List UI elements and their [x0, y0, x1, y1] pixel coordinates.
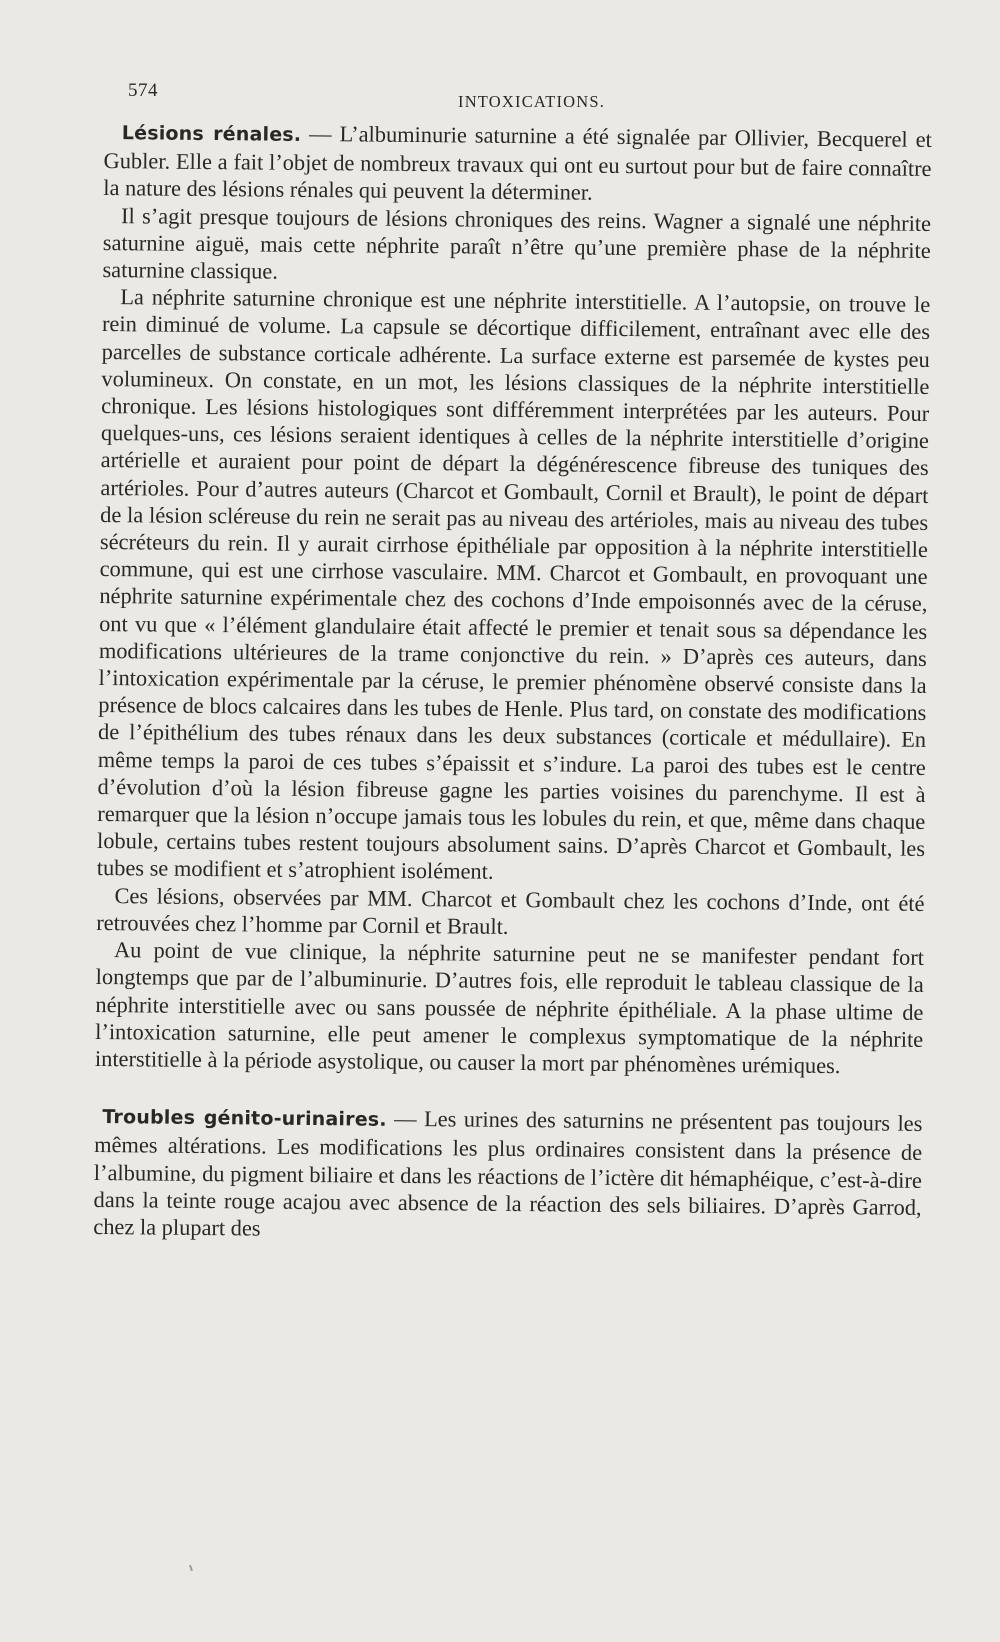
page-body	[93, 118, 932, 1248]
paragraph: La néphrite saturnine chronique est une néphrite interstitielle. A l’autopsie, on trouve le rein diminué de volume. La capsule se décortique difficilement, entraînant avec elle des parcelles de substance corticale adhérente. La surface externe est parsemée de kystes peu volumineux. On constate, en un mot, les lésions classiques de la néphrite interstitielle chronique. Les lésions histologiques sont différemment interprétées par les auteurs. Pour quelques-uns, ces lésions seraient identiques à celles de la néphrite interstitielle d’origine artérielle et auraient pour point de départ la dégénérescence fibreuse des tuniques des artérioles. Pour d’autres auteurs (Charcot et Gombault, Cornil et Brault), le point de départ de la lésion scléreuse du rein ne serait pas au niveau des artérioles, mais au niveau des tubes sécréteurs du rein. Il y aurait cirrhose épithéliale par opposition à la néphrite interstitielle commune, qui est une cirrhose vasculaire. MM. Charcot et Gombault, en provoquant une néphrite saturnine expérimentale chez des cochons d’Inde empoisonnés avec de la céruse, ont vu que « l’élément glandulaire était affecté le premier et tenait sous sa dépendance les modifications ultérieures de la trame conjonctive du rein. » D’après ces auteurs, dans l’intoxication expérimentale par la céruse, le premier phénomène observé consiste dans la présence de blocs calcaires dans les tubes de Henle. Plus tard, on constate des modifications de l’épithélium des tubes rénaux dans les deux substances (corticale et médullaire). En même temps la paroi de ces tubes s’épaissit et s’indure. La paroi des tubes est le centre d’évolution d’où la lésion fibreuse gagne les parties voisines du parenchyme. Il est à remarquer que la lésion n’occupe jamais tous les lobules du rein, et que, même dans chaque lobule, certains tubes restent toujours absolument sains. D’après Charcot et Gombault, les tubes se modifient et s’atrophient isolément.	[96, 284, 931, 885]
paragraph: Au point de vue clinique, la néphrite saturnine peut ne se manifester pendant fort longtemps que par de l’albuminurie. D’autres fois, elle reproduit le tableau classique de la néphrite interstitielle avec ou sans poussée de néphrite épithéliale. A la phase ultime de l’intoxication saturnine, elle peut amener le complexus symptomatique de la néphrite interstitielle à la période asystolique, ou causer la mort par phénomènes urémiques.	[94, 937, 925, 1079]
paragraph: Ces lésions, observées par MM. Charcot et Gombault chez les cochons d’Inde, ont été retrouvées chez l’homme par Cornil et Brault.	[96, 882, 925, 939]
paragraph-text: — L’albuminurie saturnine a été signalée par Ollivier, Becquerel et Gubler. Elle a fait l’objet de nombreux travaux qui ont eu surtout pour but de faire connaître la nature des lésions rénales qui peuvent la déterminer.	[103, 120, 932, 206]
section-heading: Troubles génito-urinaires.	[102, 1106, 387, 1131]
running-head: INTOXICATIONS.	[458, 92, 606, 111]
page-header	[128, 80, 932, 110]
paragraph-text: — Les urines des saturnins ne présentent pas toujours les mêmes altérations. Les modifications les plus ordinaires consistent dans la présence de l’albumine, du pigment biliaire et dans les réactions de l’ictère dit hémaphéique, c’est-à-dire dans la teinte rouge acajou avec absence de la réaction des sels biliaires. D’après Garrod, chez la plupart des	[93, 1105, 923, 1241]
paragraph	[103, 118, 932, 210]
paragraph: Il s’agit presque toujours de lésions chroniques des reins. Wagner a signalé une néphrite saturnine aiguë, mais cette néphrite paraît n’être qu’une première phase de la néphrite saturnine classique.	[102, 202, 932, 284]
page-number: 574	[128, 80, 158, 101]
paper-speck	[189, 1565, 193, 1571]
paragraph	[93, 1102, 922, 1248]
section-heading: Lésions rénales.	[121, 122, 302, 146]
